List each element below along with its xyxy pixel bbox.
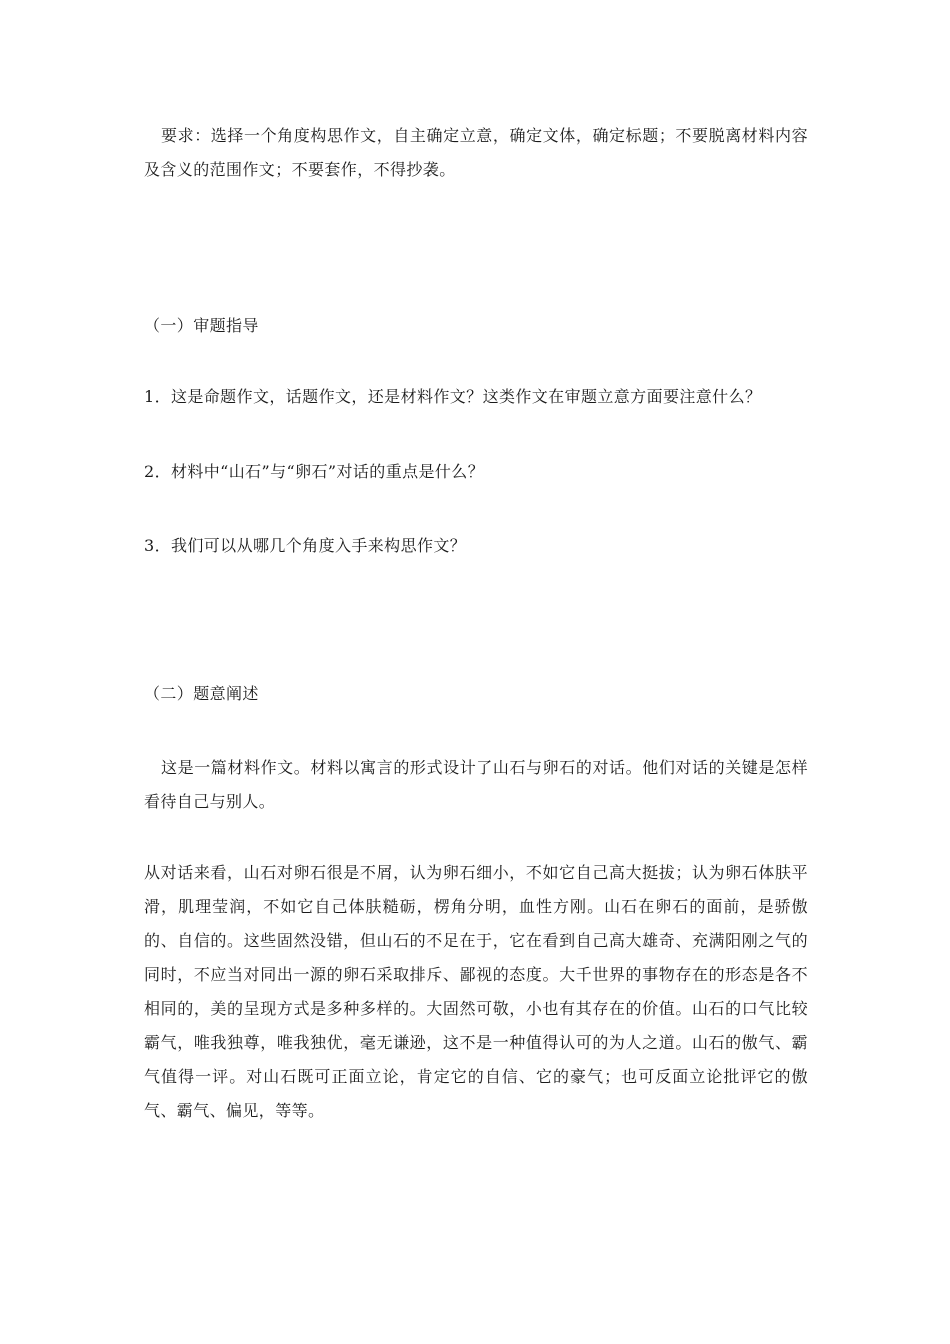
- requirement-paragraph: 要求：选择一个角度构思作文，自主确定立意，确定文体，确定标题；不要脱离材料内容及含义的范围作文；不要套作，不得抄袭。: [144, 126, 808, 179]
- question-item-1: 1．这是命题作文，话题作文，还是材料作文？这类作文在审题立意方面要注意什么？: [144, 387, 762, 406]
- explanation-paragraph-1: 这是一篇材料作文。材料以寓言的形式设计了山石与卵石的对话。他们对话的关键是怎样看待自己与别人。: [144, 758, 808, 811]
- section-heading-guidance: （一）审题指导: [144, 316, 259, 335]
- explanation-paragraph-2: 从对话来看，山石对卵石很是不屑，认为卵石细小，不如它自己高大挺拔；认为卵石体肤平滑，肌理莹润，不如它自己体肤糙砺，楞角分明，血性方刚。山石在卵石的面前，是骄傲的、自信的。这些固然没错，但山石的不足在于，它在看到自己高大雄奇、充满阳刚之气的同时，不应当对同出一源的卵石采取排斥、鄙视的态度。大千世界的事物存在的形态是各不相同的，美的呈现方式是多种多样的。大固然可敬，小也有其存在的价值。山石的口气比较霸气，唯我独尊，唯我独优，毫无谦逊，这不是一种值得认可的为人之道。山石的傲气、霸气值得一评。对山石既可正面立论，肯定它的自信、它的豪气；也可反面立论批评它的傲气、霸气、偏见，等等。: [144, 863, 808, 1120]
- section-heading-explanation: （二）题意阐述: [144, 684, 259, 703]
- question-item-3: 3．我们可以从哪几个角度入手来构思作文？: [144, 536, 467, 555]
- question-item-2: 2．材料中“山石”与“卵石”对话的重点是什么？: [144, 462, 485, 481]
